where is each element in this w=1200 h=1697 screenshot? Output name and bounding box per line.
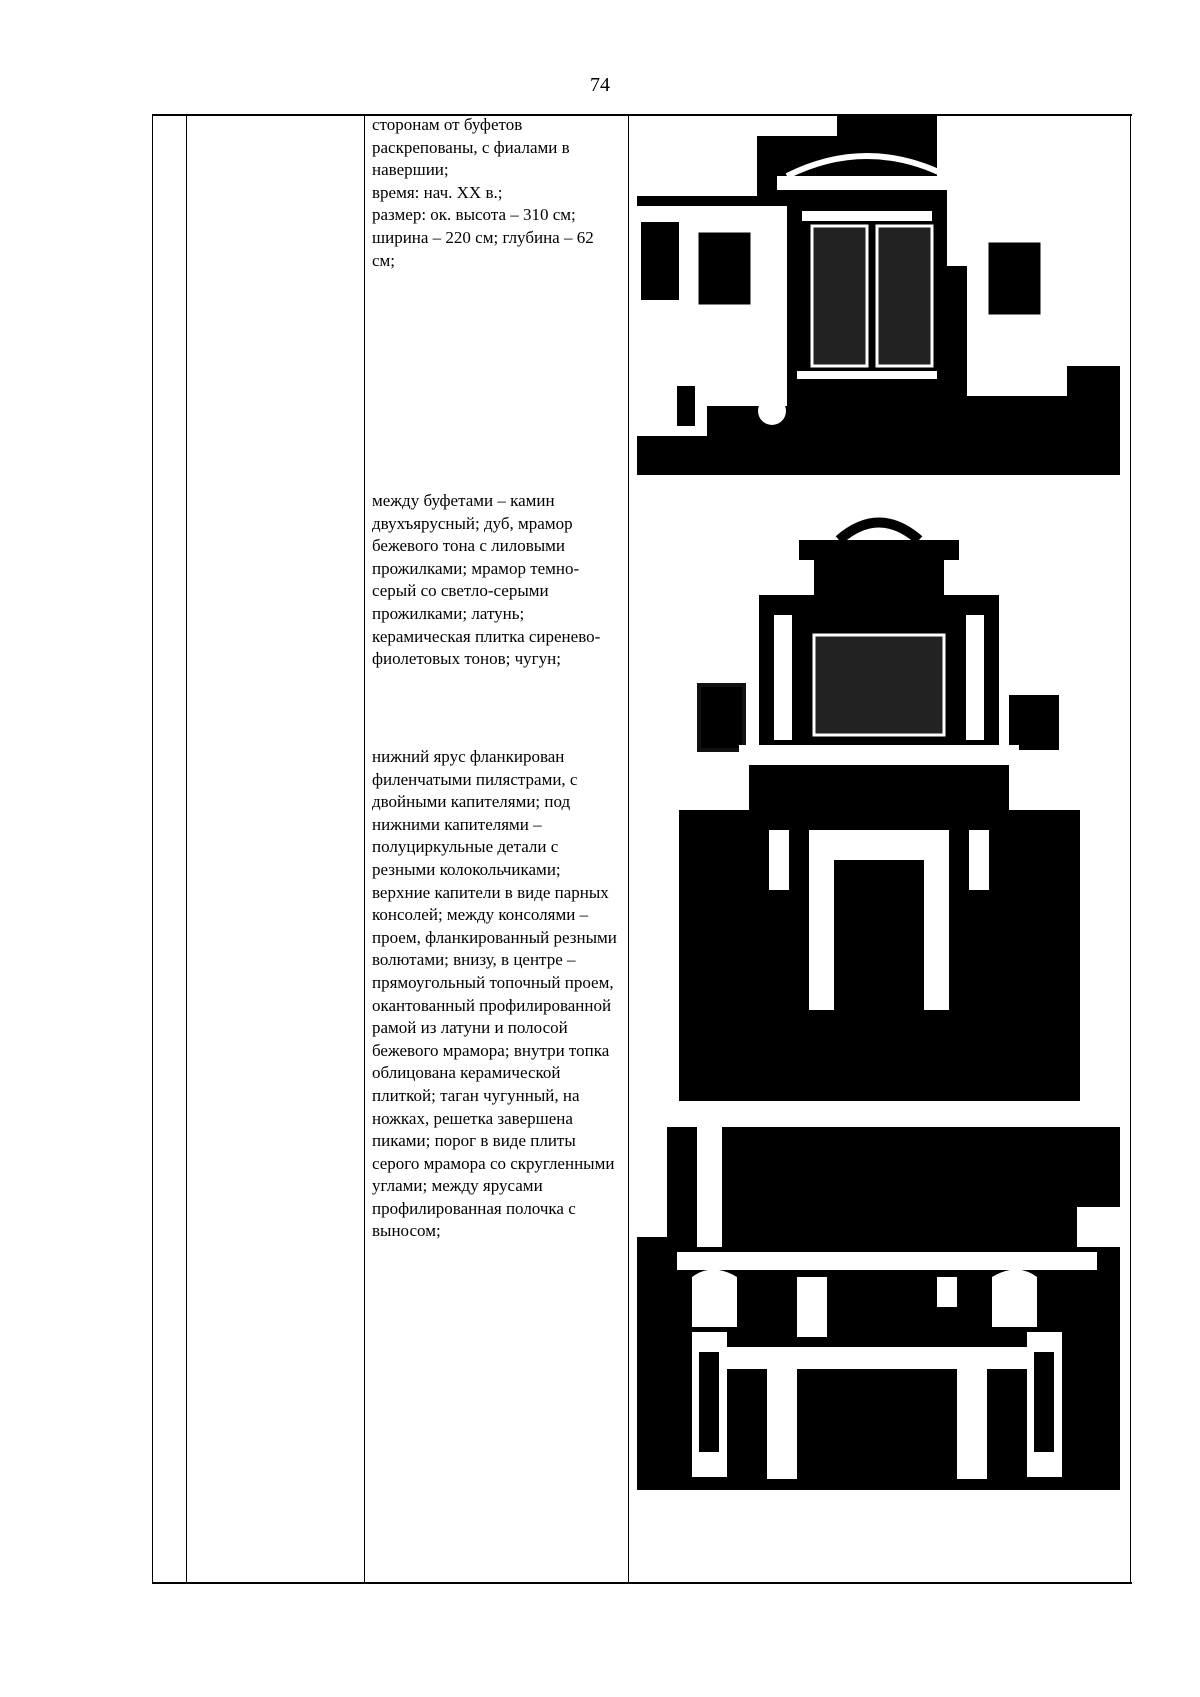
buffet-photo bbox=[637, 116, 1120, 475]
fireplace-overall-photo bbox=[679, 500, 1080, 1101]
description-block-lower-tier: нижний ярус фланкирован филенчатыми пилястрами, с двойными капителями; под нижними капителями – полуциркульные детали с резными колокольчиками; верхние капители в виде парных консолей; между консолями – проем, фланкированный резными волютами; внизу, в центре – прямоугольный топочный проем, окантованный профилированной рамой из латуни и полосой бежевого мрамора; внутри топка облицована керамической плиткой; таган чугунный, на ножках, решетка завершена пиками; порог в виде плиты серого мрамора со скругленными углами; между ярусами профилированная полочка с выносом; bbox=[372, 747, 617, 1241]
description-block-materials-size: сторонам от буфетов раскрепованы, с фиалами в навершии; время: нач. XX в.; размер: ок. высота – 310 см; ширина – 220 см; глубина – 62 см; bbox=[372, 115, 594, 270]
description-block-fireplace: между буфетами – камин двухъярусный; дуб, мрамор бежевого тона с лиловыми прожилками; мрамор темно-серый со светло-серыми прожилками; латунь; керамическая плитка сиренево-фиолетовых тонов; чугун; bbox=[372, 491, 601, 669]
description-text-1 bbox=[372, 114, 620, 272]
fireplace-lower-tier-photo bbox=[637, 1127, 1120, 1490]
description-text-2 bbox=[372, 490, 620, 671]
table-border-right bbox=[1130, 116, 1131, 1582]
description-text-3 bbox=[372, 746, 620, 1243]
column-divider-2 bbox=[364, 116, 365, 1582]
column-divider-3 bbox=[628, 116, 629, 1582]
page-number: 74 bbox=[590, 74, 610, 96]
column-divider-1 bbox=[186, 116, 187, 1582]
table-border-left bbox=[152, 116, 153, 1582]
